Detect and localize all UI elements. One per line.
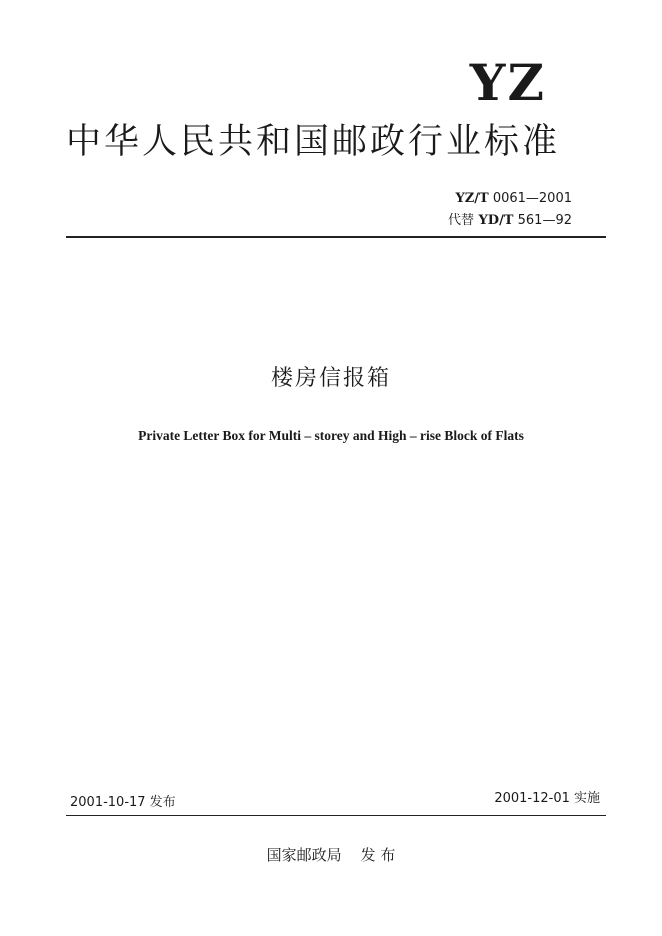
document-title-english: Private Letter Box for Multi – storey and High – rise Block of Flats xyxy=(138,428,524,443)
yz-logo: YZ xyxy=(469,53,546,112)
replaces-code-number: 561—92 xyxy=(513,213,572,228)
replaces-standard xyxy=(448,214,572,227)
footer-divider xyxy=(66,815,606,816)
issuing-body-title: 中华人民共和国邮政行业标准 xyxy=(66,122,561,162)
replaces-code-prefix: YD/T xyxy=(473,213,514,228)
replaces-label: 代替 xyxy=(447,213,474,228)
standard-number xyxy=(455,192,572,205)
header-divider xyxy=(66,236,606,238)
implementation-date: 2001-12-01 实施 xyxy=(494,791,600,806)
issue-date: 2001-10-17 发布 xyxy=(70,795,176,810)
document-title-chinese: 楼房信报箱 xyxy=(270,366,391,391)
standard-code-prefix: YZ/T xyxy=(455,191,489,206)
issuing-authority: 国家邮政局 发 布 xyxy=(266,846,396,864)
standard-code-number: 0061—2001 xyxy=(488,191,572,206)
